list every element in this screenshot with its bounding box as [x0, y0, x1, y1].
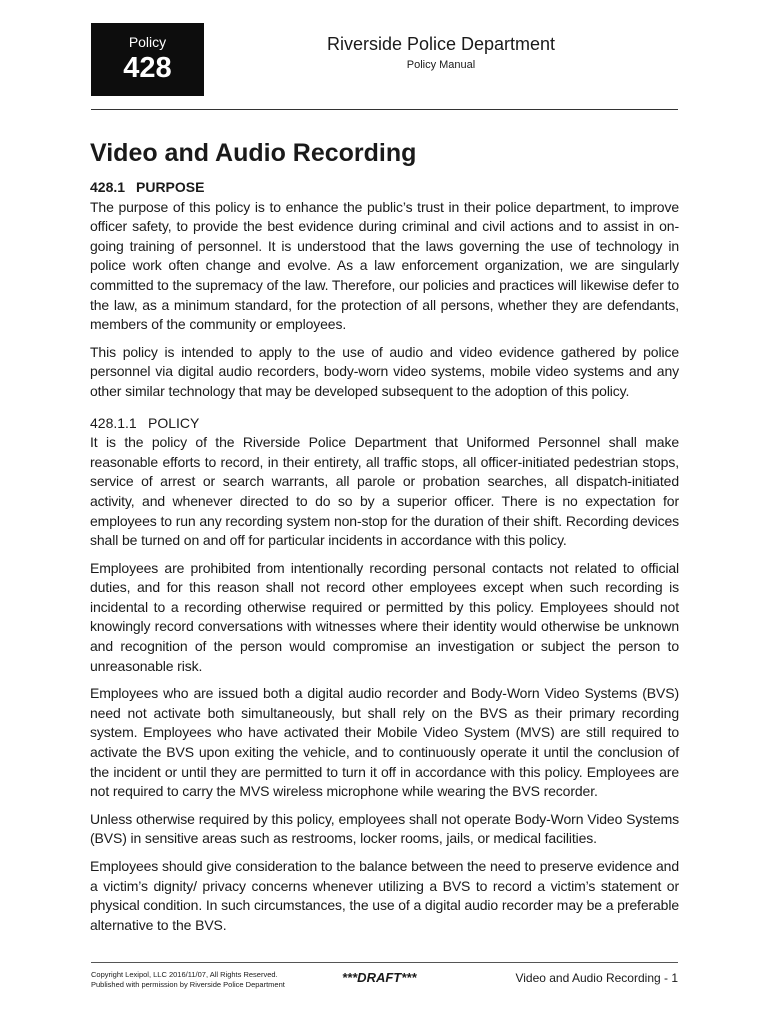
section-heading-policy [90, 414, 679, 434]
paragraph: This policy is intended to apply to the use of audio and video evidence gathered by police personnel via digital audio recorders, body-worn video systems, mobile video systems and any other similar technology that may be developed subsequent to the adoption of this policy. [90, 343, 679, 399]
document-title: Video and Audio Recording [90, 139, 417, 167]
section-title: PURPOSE [136, 179, 205, 195]
paragraph: Unless otherwise required by this policy, employees shall not operate Body-Worn Video Systems (BVS) in sensitive areas such as restrooms, locker rooms, jails, or medical facilities. [90, 810, 679, 847]
section-number: 428.1 [90, 179, 126, 195]
paragraph: Employees are prohibited from intentionally recording personal contacts not related to official duties, and for this reason shall not record other employees except when such recording is incidental to a recording otherwise required or permitted by this policy. Employees should not knowingly record conversations with witnesses where their identity would otherwise be unknown and recognition of the person would compromise an investigation or subject the person to unreasonable risk. [90, 559, 679, 674]
section-number: 428.1.1 [90, 414, 137, 431]
policy-number: 428 [123, 52, 172, 84]
manual-subtitle: Policy Manual [406, 59, 476, 71]
draft-mark: ***DRAFT*** [342, 970, 417, 985]
footer-copyright [91, 970, 285, 990]
paragraph: Employees should give consideration to the balance between the need to preserve evidence and a victim’s dignity/ privacy concerns whenever utilizing a BVS to record a victim’s statement or physical condition. In such circumstances, the use of a digital audio recorder may be a preferable alternative to the BVS. [90, 858, 680, 933]
section-heading-purpose [90, 178, 679, 198]
policy-badge [91, 23, 204, 96]
document-body [90, 136, 679, 943]
footer-divider [91, 962, 678, 963]
page-label: Video and Audio Recording - 1 [515, 971, 678, 985]
paragraph: It is the policy of the Riverside Police Department that Uniformed Personnel shall make reasonable efforts to record, in their entirety, all traffic stops, all officer-initiated pedestrian stops, service of arrest or search warrants, all parole or probation searches, all dispatch-initiated activity, and whenever directed to do so by a superior officer. There is no expectation for employees to run any recording system non-stop for the duration of their shift. Recording devices shall be turned on and off for particular incidents in accordance with this policy. [90, 434, 679, 549]
paragraph: Employees who are issued both a digital audio recorder and Body-Worn Video Systems (BVS) need not activate both simultaneously, but shall rely on the BVS as their primary recording system. Employees who have activated their Mobile Video System (MVS) are still required to activate the BVS upon exiting the vehicle, and to continuously operate it until the conclusion of the incident or until they are permitted to turn it off in accordance with this policy. Employees are not required to carry the MVS wireless microphone while wearing the BVS recorder. [90, 685, 679, 800]
copyright-line: Copyright Lexipol, LLC 2016/11/07, All Rights Reserved. [91, 970, 278, 979]
permission-line: Published with permission by Riverside Police Department [91, 980, 285, 989]
policy-label: Policy [128, 34, 167, 50]
org-header [204, 33, 678, 72]
org-name: Riverside Police Department [326, 34, 556, 54]
paragraph: The purpose of this policy is to enhance the public’s trust in their police department, to improve officer safety, to provide the best evidence during criminal and civil actions and to assist in on-going training of personnel. It is understood that the laws governing the use of technology in police work often change and evolve. As a law enforcement organization, we are singularly committed to the supremacy of the law. Therefore, our policies and practices will likewise defer to the law, as a minimum standard, for the protection of all persons, whether they are defendants, members of the community or employees. [90, 198, 679, 333]
header-divider [91, 109, 678, 110]
section-title: POLICY [148, 414, 200, 431]
